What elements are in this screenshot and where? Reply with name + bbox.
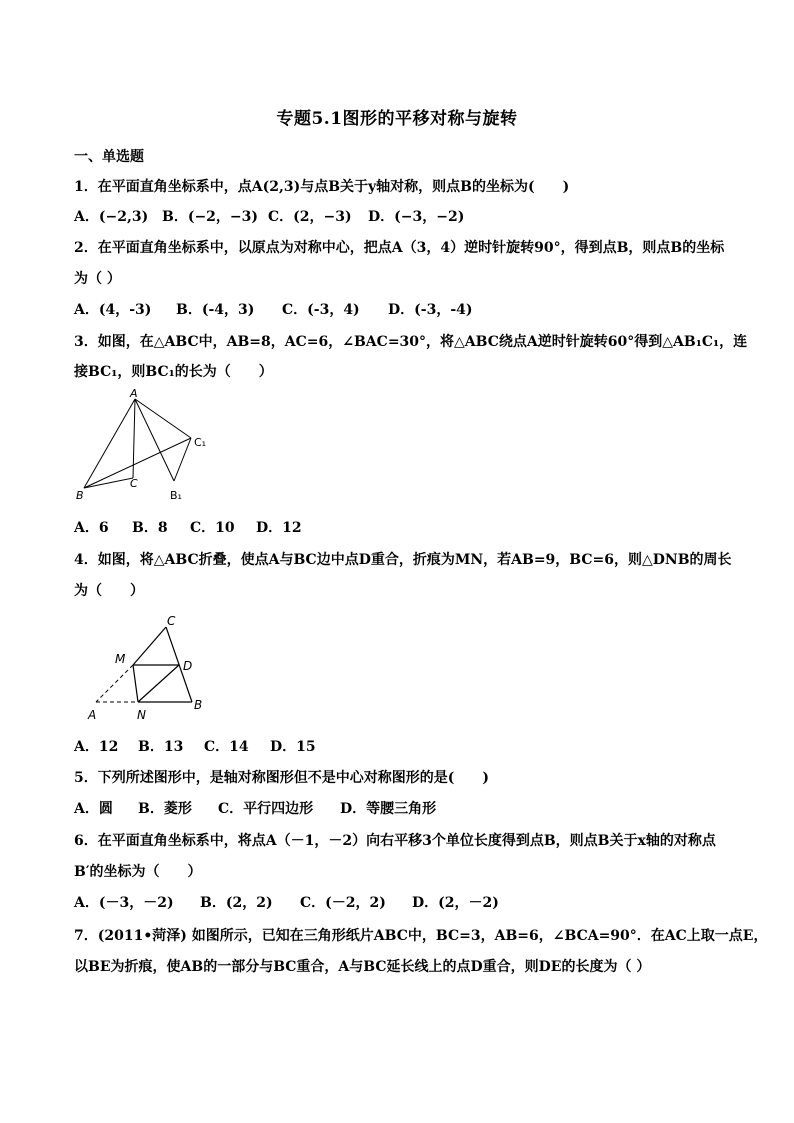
question-3-line-2: 接BC₁，则BC₁的长为（ ） <box>74 364 273 380</box>
question-5-options <box>74 798 436 818</box>
question-3-options <box>74 517 302 537</box>
option-c: C．(-3，4) <box>282 302 360 318</box>
label-b: B <box>76 489 84 502</box>
label-b: B <box>194 698 203 712</box>
option-b: B．8 <box>132 520 168 536</box>
question-7-line-2: 以BE为折痕，使AB的一部分与BC重合，A与BC延长线上的点D重合，则DE的长度为（ ） <box>74 959 651 975</box>
option-a: A．(−2,3) <box>74 209 149 225</box>
option-d: D．(−3，−2) <box>368 209 465 225</box>
option-d: D．(-3，-4) <box>388 302 473 318</box>
question-2-line-2: 为（ ） <box>74 271 121 287</box>
option-a: A．6 <box>74 520 109 536</box>
option-d: D．12 <box>256 520 302 536</box>
label-a: A <box>88 708 97 722</box>
question-1-options <box>74 206 464 226</box>
option-b: B．13 <box>138 739 184 755</box>
option-a: A．(4，-3) <box>74 302 152 318</box>
option-b: B．(-4，3) <box>176 302 255 318</box>
question-4-line-2: 为（ ） <box>74 583 144 599</box>
option-a: A．12 <box>74 739 119 755</box>
question-1-text: 1．在平面直角坐标系中，点A(2,3)与点B关于y轴对称，则点B的坐标为( ) <box>74 179 570 195</box>
question-2-options <box>74 299 473 319</box>
label-c: C <box>167 614 176 628</box>
label-b1: B₁ <box>170 489 182 502</box>
label-d: D <box>183 659 193 673</box>
question-6-line-2: B′的坐标为（ ） <box>74 864 202 880</box>
triangle-fold-figure <box>82 612 217 730</box>
figure-lines <box>84 399 191 488</box>
question-5-text: 5．下列所述图形中，是轴对称图形但不是中心对称图形的是( ) <box>74 770 489 786</box>
figure-dashed-lines <box>96 665 138 702</box>
question-3-line-1: 3．如图，在△ABC中，AB=8，AC=6，∠BAC=30°，将△ABC绕点A逆时针旋转60°得到△AB₁C₁，连 <box>74 334 748 350</box>
option-b: B．(−2，−3) <box>162 209 259 225</box>
option-c: C．(2，−3) <box>268 209 352 225</box>
triangle-rotation-figure <box>70 386 210 506</box>
question-2-line-1: 2．在平面直角坐标系中，以原点为对称中心，把点A（3，4）逆时针旋转90°，得到点B，则点B的坐标 <box>74 240 725 256</box>
option-c: C．10 <box>190 520 235 536</box>
option-c: C．平行四边形 <box>218 801 314 817</box>
option-d: D．等腰三角形 <box>340 801 437 817</box>
option-d: D．15 <box>270 739 316 755</box>
page-title: 专题5.1图形的平移对称与旋转 <box>276 109 518 129</box>
question-6-options <box>74 892 499 912</box>
option-b: B．菱形 <box>138 801 192 817</box>
label-m: M <box>115 652 126 666</box>
option-c: C．(－2，2) <box>300 895 386 911</box>
option-a: A．(－3，－2) <box>74 895 174 911</box>
label-a: A <box>130 387 138 400</box>
question-4-line-1: 4．如图，将△ABC折叠，使点A与BC边中点D重合，折痕为MN，若AB=9，BC=6，则△DNB的周长 <box>74 552 732 568</box>
label-c1: C₁ <box>194 436 207 449</box>
option-c: C．14 <box>204 739 249 755</box>
option-d: D．(2，－2) <box>412 895 499 911</box>
label-c: C <box>130 477 138 490</box>
question-4-options <box>74 736 316 756</box>
option-a: A．圆 <box>74 801 113 817</box>
question-6-line-1: 6．在平面直角坐标系中，将点A（－1，－2）向右平移3个单位长度得到点B，则点B关于x轴的对称点 <box>74 833 716 849</box>
label-n: N <box>137 708 146 722</box>
question-7-line-1: 7．(2011•菏泽) 如图所示，已知在三角形纸片ABC中，BC=3，AB=6，∠BCA=90°．在AC上取一点E， <box>74 928 768 944</box>
option-b: B．(2，2) <box>200 895 273 911</box>
section-heading: 一、单选题 <box>74 149 144 165</box>
